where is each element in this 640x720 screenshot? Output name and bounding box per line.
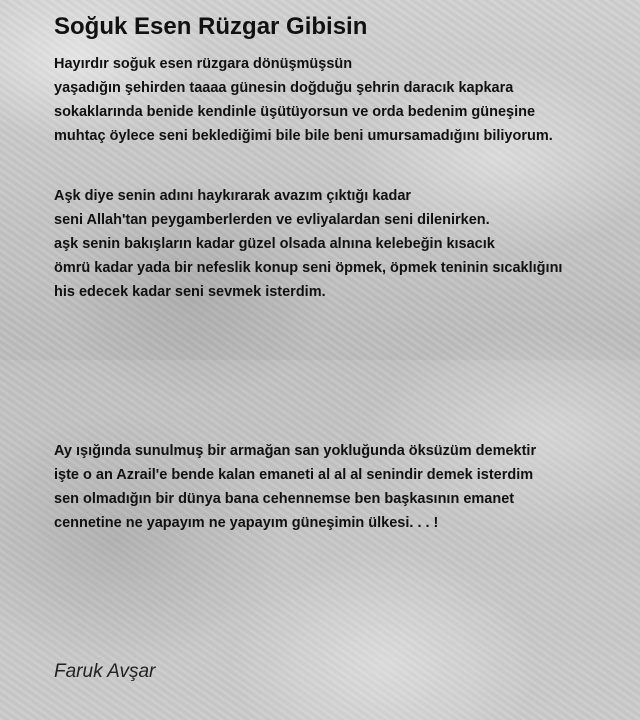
poem-line: Ay ışığında sunulmuş bir armağan san yokluğunda öksüzüm demektir [54,443,537,459]
stanza-2 [54,184,640,304]
poem-line: Hayırdır soğuk esen rüzgara dönüşmüşsün [54,56,353,72]
poem-line: sokaklarında benide kendinle üşütüyorsun ve orda bedenim güneşine [54,104,536,120]
poem-line: yaşadığın şehirden taaaa günesin doğduğu şehrin daracık kapkara [54,80,514,96]
poem-title: Soğuk Esen Rüzgar Gibisin [54,13,368,40]
stanza-1 [54,52,640,148]
poem-line: muhtaç öylece seni beklediğimi bile bile beni umursamadığını biliyorum. [54,128,553,144]
poem-line: sen olmadığın bir dünya bana cehennemse ben başkasının emanet [54,491,515,507]
poem-line: his edecek kadar seni sevmek isterdim. [54,284,326,300]
poem-line: ömrü kadar yada bir nefeslik konup seni öpmek, öpmek teninin sıcaklığını [54,260,563,276]
poem-line: Aşk diye senin adını haykırarak avazım çıktığı kadar [54,188,412,204]
poem-line: aşk senin bakışların kadar güzel olsada alnına kelebeğin kısacık [54,236,495,252]
poem-line: işte o an Azrail'e bende kalan emaneti al al al senindir demek isterdim [54,467,534,483]
poem-line: cennetine ne yapayım ne yapayım güneşimin ülkesi. . . ! [54,515,439,531]
stanza-3 [54,439,640,535]
poem-author: Faruk Avşar [54,661,156,682]
poem-line: seni Allah'tan peygamberlerden ve evliyalardan seni dilenirken. [54,212,490,228]
